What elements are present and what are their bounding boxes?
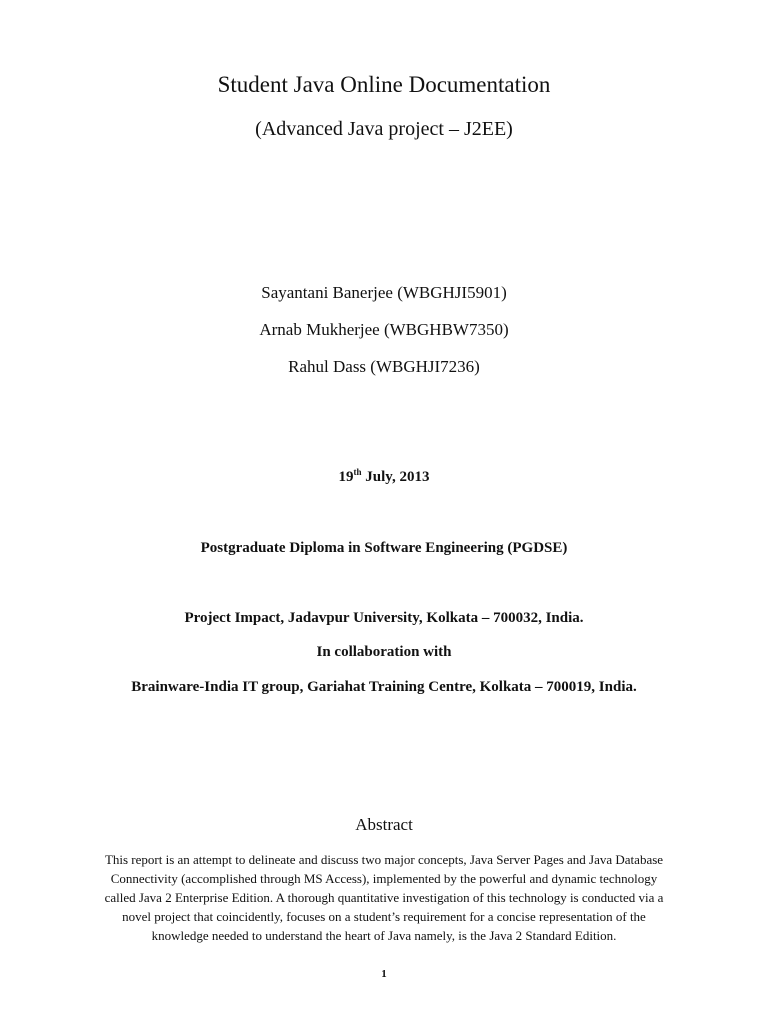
author-name: Arnab Mukherjee (WBGHBW7350)	[259, 320, 509, 339]
author-name: Rahul Dass (WBGHJI7236)	[288, 357, 480, 376]
document-date	[0, 466, 768, 488]
abstract-heading: Abstract	[355, 815, 413, 834]
page-number: 1	[381, 968, 387, 980]
abstract-line: Connectivity (accomplished through MS Access), implemented by the powerful and dynamic technology	[110, 871, 658, 886]
document-title: Student Java Online Documentation	[217, 72, 551, 97]
date-month-year: July, 2013	[361, 469, 430, 485]
program-name: Postgraduate Diploma in Software Engineering (PGDSE)	[200, 540, 568, 556]
date-day: 19	[338, 469, 354, 485]
author-name: Sayantani Banerjee (WBGHJI5901)	[261, 283, 507, 302]
abstract-body	[40, 850, 728, 945]
collaboration-line: In collaboration with	[316, 644, 452, 660]
institute-line: Project Impact, Jadavpur University, Kolkata – 700032, India.	[184, 610, 584, 626]
document-subtitle: (Advanced Java project – J2EE)	[255, 118, 513, 140]
date-ordinal-suffix: th	[353, 467, 362, 477]
abstract-line: called Java 2 Enterprise Edition. A thorough quantitative investigation of this technology is conducted via a	[104, 890, 664, 905]
partner-line: Brainware-India IT group, Gariahat Training Centre, Kolkata – 700019, India.	[131, 679, 637, 695]
abstract-line: knowledge needed to understand the heart of Java namely, is the Java 2 Standard Edition.	[151, 928, 617, 943]
abstract-line: This report is an attempt to delineate and discuss two major concepts, Java Server Pages and Java Database	[104, 852, 664, 867]
abstract-line: novel project that coincidently, focuses on a student’s requirement for a concise representation of the	[122, 909, 646, 924]
